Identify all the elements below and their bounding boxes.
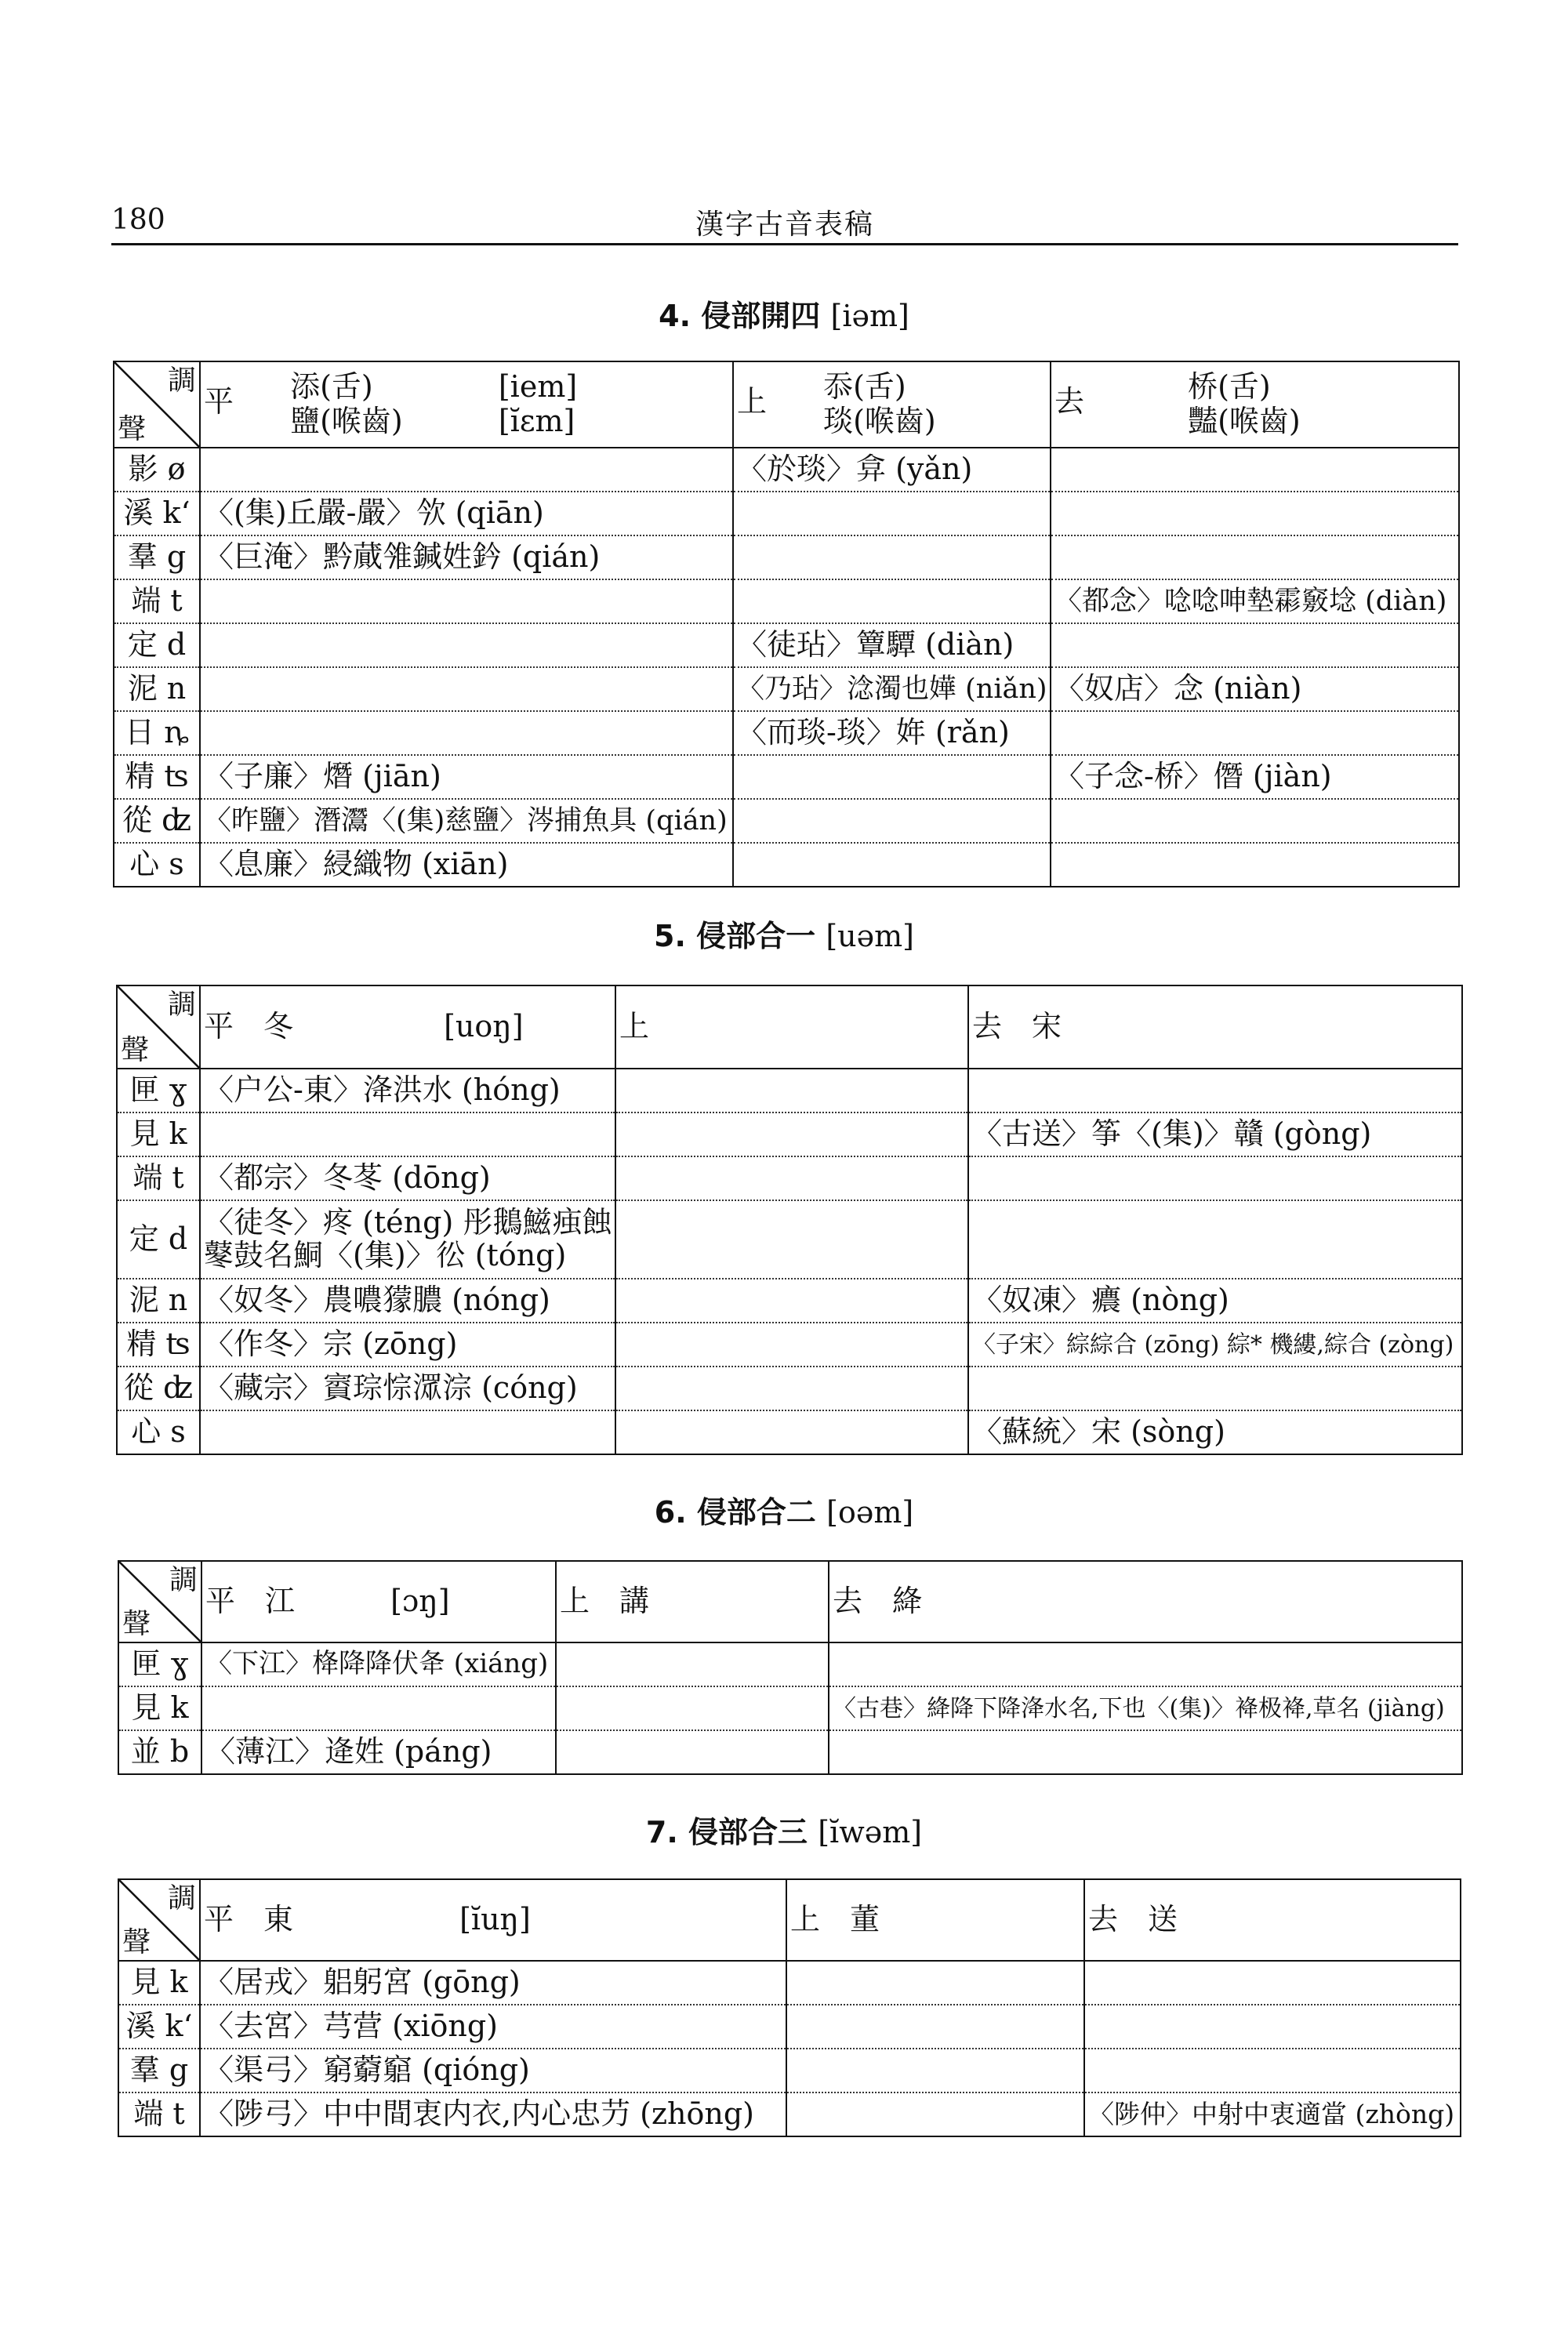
table-row	[117, 1323, 1462, 1367]
cell-ping: 〈户公-東〉洚洪水 (hóng)	[200, 1069, 615, 1112]
table-row	[117, 1200, 1462, 1279]
cell-shang	[615, 1410, 968, 1454]
header-qu: 去 桥(舌) 豔(喉齒)	[1051, 361, 1459, 448]
cell-qu	[1051, 492, 1459, 535]
table-header-row	[118, 1561, 1462, 1642]
cell-shang	[733, 843, 1051, 887]
table-header-row	[114, 361, 1459, 448]
cell-qu: 〈古送〉筝〈(集)〉贛 (gòng)	[968, 1112, 1462, 1156]
cell-shang	[786, 2092, 1084, 2136]
cell-qu: 〈古巷〉絳降下降洚水名,下也〈(集)〉袶极袶,草名 (jiàng)	[829, 1686, 1462, 1730]
cell-initial: 精 ʦ	[114, 755, 200, 799]
cell-initial: 羣 g	[114, 535, 200, 579]
cell-initial: 從 ʣ	[117, 1367, 200, 1410]
section-title: 4. 侵部開四 [iəm]	[659, 299, 909, 333]
cell-ping	[200, 1112, 615, 1156]
cell-initial: 心 s	[117, 1410, 200, 1454]
cell-initial: 並 b	[118, 1730, 201, 1774]
header-ping: 平 江 [ɔŋ]	[201, 1561, 556, 1642]
cell-ping: 〈下江〉栙降降伏夅 (xiáng)	[201, 1642, 556, 1686]
header-ping: 平 添(舌) 鹽(喉齒) [iem] [ĭɛm]	[200, 361, 733, 448]
cell-ping: 〈藏宗〉賨琮悰潀淙 (cóng)	[200, 1367, 615, 1410]
cell-shang	[615, 1200, 968, 1279]
cell-ping: 〈息廉〉綅織物 (xiān)	[200, 843, 733, 887]
cell-ping	[201, 1686, 556, 1730]
cell-ping	[200, 711, 733, 755]
cell-shang	[786, 1961, 1084, 2005]
cell-qu	[1051, 711, 1459, 755]
cell-line: 鼕鼓名鮦〈(集)〉彸 (tóng)	[204, 1238, 567, 1272]
rhyme-table-section-4	[113, 361, 1460, 887]
cell-shang	[615, 1156, 968, 1200]
header-ping: 平 冬 [uoŋ]	[200, 985, 615, 1069]
tone-initial-corner: 調 聲	[118, 1879, 200, 1961]
cell-initial: 泥 n	[117, 1279, 200, 1323]
table-row	[118, 2005, 1461, 2049]
table-row	[117, 1069, 1462, 1112]
header-shang: 上 忝(舌) 琰(喉齒)	[733, 361, 1051, 448]
cell-qu	[1084, 2005, 1461, 2049]
cell-ping: 〈昨鹽〉潛灊〈(集)慈鹽〉涔捕魚具 (qián)	[200, 799, 733, 843]
table-row	[114, 755, 1459, 799]
table-row	[117, 1156, 1462, 1200]
cell-initial: 見 k	[117, 1112, 200, 1156]
cell-line: 〈徒冬〉疼 (téng) 彤鵝鰦痋蝕	[204, 1205, 612, 1240]
rhyme-table-section-7	[118, 1878, 1461, 2137]
cell-shang	[733, 755, 1051, 799]
cell-qu: 〈子念-桥〉僭 (jiàn)	[1051, 755, 1459, 799]
cell-qu: 〈子宋〉綜綜合 (zōng) 綜* 機縷,綜合 (zòng)	[968, 1323, 1462, 1367]
cell-shang: 〈徒玷〉簟驔 (diàn)	[733, 623, 1051, 667]
table-row	[114, 711, 1459, 755]
table-row	[117, 1112, 1462, 1156]
page-header	[111, 198, 1458, 245]
table-row	[117, 1410, 1462, 1454]
table-row	[114, 492, 1459, 535]
section-title: 5. 侵部合一 [uəm]	[654, 919, 914, 953]
tone-initial-corner: 調 聲	[117, 985, 200, 1069]
cell-ping: 〈巨淹〉黔蕆雂鍼姓鈐 (qián)	[200, 535, 733, 579]
cell-ping	[200, 1410, 615, 1454]
cell-ping: 〈作冬〉宗 (zōng)	[200, 1323, 615, 1367]
table-row	[118, 1686, 1462, 1730]
table-row	[117, 1279, 1462, 1323]
table-row	[118, 2092, 1461, 2136]
cell-initial: 匣 ɣ	[117, 1069, 200, 1112]
cell-initial: 羣 g	[118, 2049, 200, 2092]
cell-initial: 見 k	[118, 1961, 200, 2005]
cell-shang	[786, 2005, 1084, 2049]
cell-initial: 影 ø	[114, 448, 200, 492]
tone-initial-corner: 調 聲	[114, 361, 200, 448]
table-row	[118, 1730, 1462, 1774]
cell-ping	[200, 579, 733, 623]
cell-qu	[1051, 448, 1459, 492]
cell-shang	[556, 1642, 829, 1686]
cell-initial: 定 d	[117, 1200, 200, 1279]
cell-shang: 〈而琰-琰〉姩 (rǎn)	[733, 711, 1051, 755]
cell-ping: 〈子廉〉熸 (jiān)	[200, 755, 733, 799]
cell-shang: 〈於琰〉弇 (yǎn)	[733, 448, 1051, 492]
cell-initial: 從 ʣ	[114, 799, 200, 843]
cell-qu	[1084, 2049, 1461, 2092]
table-header-row	[118, 1879, 1461, 1961]
cell-ping	[200, 667, 733, 711]
table-row	[114, 579, 1459, 623]
rhyme-table-section-6	[118, 1560, 1463, 1775]
cell-initial: 見 k	[118, 1686, 201, 1730]
cell-qu	[968, 1156, 1462, 1200]
cell-initial: 溪 kʻ	[118, 2005, 200, 2049]
table-row	[118, 1961, 1461, 2005]
cell-qu: 〈奴凍〉癑 (nòng)	[968, 1279, 1462, 1323]
cell-initial: 心 s	[114, 843, 200, 887]
table-row	[114, 843, 1459, 887]
header-shang: 上	[615, 985, 968, 1069]
table-row	[114, 448, 1459, 492]
cell-ping: 〈渠弓〉窮藭竆 (qióng)	[200, 2049, 786, 2092]
cell-shang	[733, 535, 1051, 579]
cell-shang	[556, 1686, 829, 1730]
cell-initial: 定 d	[114, 623, 200, 667]
cell-ping: 〈薄江〉逄姓 (páng)	[201, 1730, 556, 1774]
cell-qu	[968, 1200, 1462, 1279]
table-header-row	[117, 985, 1462, 1069]
cell-qu	[1051, 623, 1459, 667]
cell-qu	[968, 1069, 1462, 1112]
cell-initial: 端 t	[117, 1156, 200, 1200]
table-row	[114, 535, 1459, 579]
tone-initial-corner: 調 聲	[118, 1561, 201, 1642]
header-ping: 平 東 [ĭuŋ]	[200, 1879, 786, 1961]
cell-initial: 泥 n	[114, 667, 200, 711]
cell-ping: 〈都宗〉冬苳 (dōng)	[200, 1156, 615, 1200]
cell-shang	[615, 1323, 968, 1367]
cell-shang	[556, 1730, 829, 1774]
cell-ping	[200, 448, 733, 492]
cell-ping: 〈居戎〉躳躬宮 (gōng)	[200, 1961, 786, 2005]
cell-shang	[615, 1367, 968, 1410]
cell-qu	[1051, 843, 1459, 887]
header-qu: 去 絳	[829, 1561, 1462, 1642]
cell-initial: 日 ȵ	[114, 711, 200, 755]
header-shang: 上 講	[556, 1561, 829, 1642]
table-row	[118, 2049, 1461, 2092]
header-qu: 去 宋	[968, 985, 1462, 1069]
cell-shang	[786, 2049, 1084, 2092]
cell-ping	[200, 1200, 615, 1279]
table-row	[114, 667, 1459, 711]
cell-ping: 〈奴冬〉農噥獴膿 (nóng)	[200, 1279, 615, 1323]
table-row	[114, 623, 1459, 667]
cell-ping	[200, 623, 733, 667]
header-shang: 上 董	[786, 1879, 1084, 1961]
cell-shang	[615, 1112, 968, 1156]
cell-qu: 〈陟仲〉中射中衷適當 (zhòng)	[1084, 2092, 1461, 2136]
cell-qu	[1084, 1961, 1461, 2005]
header-qu: 去 送	[1084, 1879, 1461, 1961]
cell-qu: 〈蘇統〉宋 (sòng)	[968, 1410, 1462, 1454]
cell-initial: 端 t	[118, 2092, 200, 2136]
cell-ping: 〈去宮〉芎营 (xiōng)	[200, 2005, 786, 2049]
cell-shang	[733, 799, 1051, 843]
section-title: 7. 侵部合三 [ĭwəm]	[645, 1815, 923, 1849]
section-title: 6. 侵部合二 [oəm]	[654, 1495, 914, 1530]
cell-qu: 〈奴店〉念 (niàn)	[1051, 667, 1459, 711]
cell-shang	[615, 1279, 968, 1323]
cell-initial: 端 t	[114, 579, 200, 623]
cell-shang	[733, 492, 1051, 535]
cell-qu	[829, 1642, 1462, 1686]
cell-qu: 〈都念〉唸唸呻墊霦竅埝 (diàn)	[1051, 579, 1459, 623]
cell-qu	[1051, 535, 1459, 579]
book-title: 漢字古音表稿	[695, 209, 874, 241]
cell-initial: 溪 kʻ	[114, 492, 200, 535]
cell-ping: 〈(集)丘嚴-嚴〉欦 (qiān)	[200, 492, 733, 535]
cell-qu	[968, 1367, 1462, 1410]
page-number: 180	[111, 204, 165, 236]
table-row	[114, 799, 1459, 843]
cell-shang	[615, 1069, 968, 1112]
cell-shang	[733, 579, 1051, 623]
rhyme-table-section-5	[116, 985, 1463, 1455]
cell-initial: 精 ʦ	[117, 1323, 200, 1367]
cell-shang: 〈乃玷〉淰濁也嬅 (niǎn)	[733, 667, 1051, 711]
cell-ping: 〈陟弓〉中中間衷内衣,内心忠芀 (zhōng)	[200, 2092, 786, 2136]
cell-initial: 匣 ɣ	[118, 1642, 201, 1686]
cell-qu	[1051, 799, 1459, 843]
cell-qu	[829, 1730, 1462, 1774]
table-row	[118, 1642, 1462, 1686]
table-row	[117, 1367, 1462, 1410]
